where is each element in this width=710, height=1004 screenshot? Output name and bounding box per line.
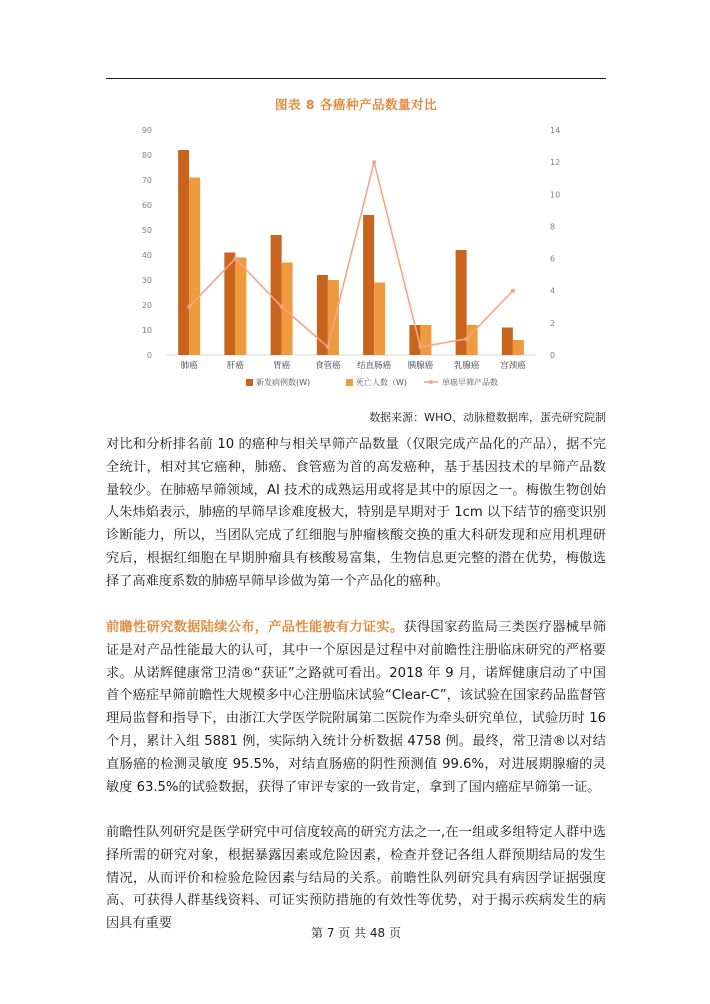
legend-swatch-new-cases [246,379,253,386]
legend-label-screening: 单癌早筛产品数 [442,378,498,387]
paragraph-2-body: 获得国家药监局三类医疗器械早筛证是对产品性能最大的认可，其中一个原因是过程中对前瞻性注册临床研究的严格要求。从诺辉健康常卫清®“获证”之路就可看出。2018 年 9 月，诺辉健康启动了中国首个癌症早筛前瞻性大规模多中心注册临床试验“Clear-C”，该试验在国家药品监督管理局监督和指导下，由浙江大学医学院附属第二医院作为牵头研究单位，试验历时 16 个月，累计入组 5881 例，实际纳入统计分析数据 4758 例。最终，常卫清®以对结直肠癌的检测灵敏度 95.5%，对结直肠癌的阴性预测值 99.6%，对进展期腺瘤的灵敏度 63.5%的试验数据，获得了审评专家的一致肯定，拿到了国内癌症早筛第一证。 [106,620,607,795]
line-point-6 [465,337,469,341]
line-point-7 [511,289,515,293]
line-point-2 [280,305,284,309]
data-source: 数据来源：WHO、动脉橙数据库，蛋壳研究院制 [369,411,606,424]
chart-title: 图表 8 各癌种产品数量对比 [275,97,437,112]
y-right-tick-label: 2 [550,318,556,328]
x-category-label: 乳腺癌 [453,361,480,371]
y-left-tick-label: 10 [141,326,152,335]
y-right-tick-label: 4 [550,286,556,296]
bar-deaths-1 [235,258,246,356]
y-left-tick-label: 40 [141,251,152,260]
paragraph-1: 对比和分析排名前 10 的癌种与相关早筛产品数量（仅限完成产品化的产品），据不完全统计，相对其它癌种，肺癌、食管癌为首的高发癌种，基于基因技术的早筛产品数量较少。在肺癌早筛领域，AI 技术的成熟运用或将是其中的原因之一。梅傲生物创始人朱炜焰表示，肺癌的早筛早诊难度极大，特别是早期对于 1cm 以下结节的癌变识别诊断能力，所以，当团队完成了红细胞与肿瘤核酸交换的重大科研发现和应用机理研究后，根据红细胞在早期肿瘤具有核酸易富集，生物信息更完整的潜在优势，梅傲选择了高难度系数的肺癌早筛早诊做为第一个产品化的癌种。 [106,437,606,589]
bar-deaths-7 [513,340,524,355]
bar-deaths-4 [374,283,385,356]
x-category-label: 肺癌 [180,361,198,371]
y-right-tick-label: 12 [550,158,561,168]
page-footer: 第 7 页 共 48 页 [311,926,401,940]
y-left-tick-label: 30 [141,276,152,285]
y-left-tick-label: 20 [141,301,152,310]
y-left-tick-label: 80 [141,151,152,160]
legend-swatch-deaths [346,379,353,386]
line-point-5 [418,345,422,349]
x-category-label: 结直肠癌 [357,361,392,371]
paragraph-2-highlight: 前瞻性研究数据陆续公布，产品性能被有力证实。 [106,620,404,635]
paragraph-2 [106,617,606,799]
bar-deaths-0 [189,178,200,356]
line-point-1 [233,257,237,261]
y-left-tick-label: 0 [146,351,152,360]
y-right-tick-label: 14 [550,126,561,135]
y-right-tick-label: 10 [550,190,561,200]
bar-new-cases-2 [271,235,282,355]
y-left-tick-label: 70 [141,176,152,185]
bar-deaths-3 [328,280,339,355]
bar-new-cases-4 [363,215,374,355]
legend-marker-screening [429,380,433,384]
line-point-3 [326,345,330,349]
x-category-label: 胃癌 [273,361,291,371]
line-point-0 [187,305,191,309]
bar-deaths-5 [420,325,431,355]
line-point-4 [372,160,376,164]
x-category-label: 宫颈癌 [500,361,526,371]
y-right-tick-label: 8 [550,222,556,232]
legend-label-deaths: 死亡人数（W) [356,378,408,387]
x-category-label: 肝癌 [226,361,244,371]
bar-new-cases-0 [178,150,189,355]
x-category-label: 胰腺癌 [407,361,434,371]
y-left-tick-label: 60 [141,201,152,210]
y-right-tick-label: 0 [550,351,556,360]
paragraph-3: 前瞻性队列研究是医学研究中可信度较高的研究方法之一,在一组或多组特定人群中选择所需的研究对象，根据暴露因素或危险因素，检查并登记各组人群预期结局的发生情况，从而评价和检验危险因素与结局的关系。前瞻性队列研究具有病因学证据强度高、可获得人群基线资料、可证实预防措施的有效性等优势，对于揭示疾病发生的病因具有重要 [106,825,606,932]
y-left-tick-label: 50 [141,226,152,235]
y-left-tick-label: 90 [141,126,152,135]
top-rule [106,78,606,79]
bar-line-chart [106,112,606,402]
legend-label-new-cases: 新发病例数(W) [256,378,311,387]
x-category-label: 食管癌 [315,361,341,371]
y-right-tick-label: 6 [550,254,556,264]
bar-new-cases-7 [502,328,513,356]
